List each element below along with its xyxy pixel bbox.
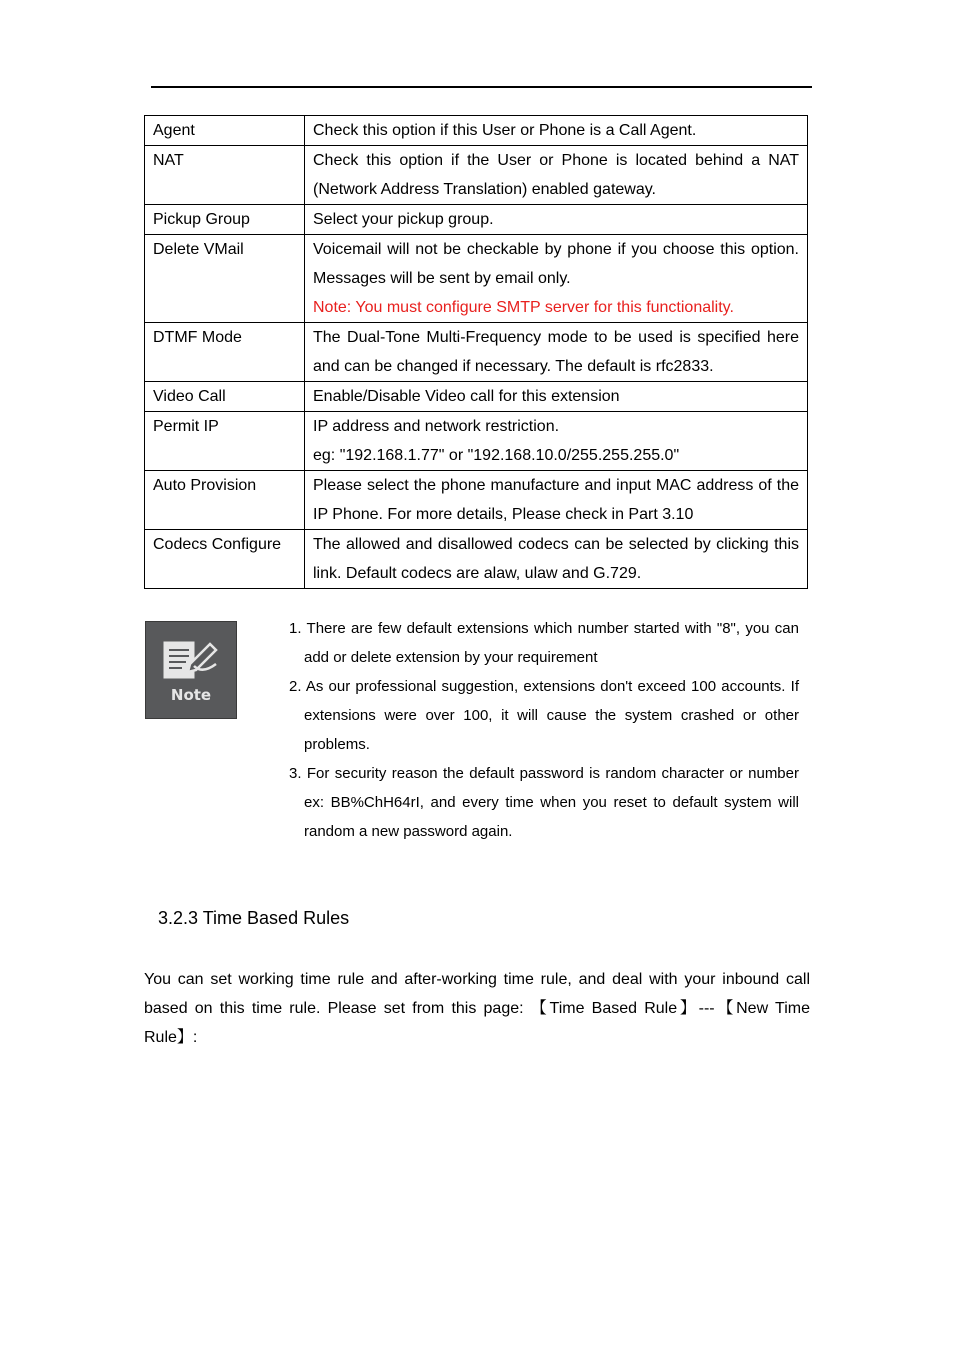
description-text: Voicemail will not be checkable by phone if you choose this option. Messages will be sent by email only. [313, 241, 799, 287]
option-description-cell [305, 146, 808, 205]
table-row [145, 471, 808, 530]
option-name-cell: Pickup Group [145, 205, 305, 235]
option-description-cell [305, 235, 808, 323]
note-pencil-icon [160, 636, 224, 686]
table-row [145, 412, 808, 471]
option-name-cell: Agent [145, 116, 305, 146]
note-item: 2. As our professional suggestion, extensions don't exceed 100 accounts. If extensions were over 100, it will cause the system crashed or other problems. [289, 678, 799, 753]
body-paragraph: You can set working time rule and after-working time rule, and deal with your inbound call based on this time rule. Please set from this page: 【Time Based Rule】---【New Time Rule】: [144, 971, 810, 1046]
table-row [145, 530, 808, 589]
option-description-cell [305, 382, 808, 412]
description-text: eg: "192.168.1.77" or "192.168.10.0/255.255.255.0" [313, 447, 680, 464]
table-row [145, 205, 808, 235]
note-item: 3. For security reason the default password is random character or number ex: BB%ChH64rI, and every time when you reset to default system will random a new password again. [289, 765, 799, 840]
table-row [145, 323, 808, 382]
option-name-cell: Delete VMail [145, 235, 305, 323]
description-text: IP address and network restriction. [313, 418, 560, 435]
option-name-cell: NAT [145, 146, 305, 205]
table-row [145, 382, 808, 412]
note-icon-label: Note [170, 686, 212, 704]
table-row [145, 116, 808, 146]
note-list [289, 614, 799, 846]
option-name-cell: Video Call [145, 382, 305, 412]
option-name-cell: Permit IP [145, 412, 305, 471]
description-text: The Dual-Tone Multi-Frequency mode to be used is specified here and can be changed if necessary. The default is rfc2833. [313, 329, 799, 375]
table-row [145, 235, 808, 323]
table-row [145, 146, 808, 205]
option-name-cell: Auto Provision [145, 471, 305, 530]
note-icon [145, 621, 237, 719]
description-text: Select your pickup group. [313, 211, 494, 228]
option-description-cell [305, 323, 808, 382]
description-text: The allowed and disallowed codecs can be selected by clicking this link. Default codecs are alaw, ulaw and G.729. [313, 536, 799, 582]
description-text: Check this option if the User or Phone is located behind a NAT (Network Address Translation) enabled gateway. [313, 152, 799, 198]
option-name-cell: DTMF Mode [145, 323, 305, 382]
option-description-cell [305, 530, 808, 589]
option-description-cell [305, 116, 808, 146]
description-text: Check this option if this User or Phone is a Call Agent. [313, 122, 697, 139]
note-item: 1. There are few default extensions which number started with "8", you can add or delete extension by your requirement [289, 620, 799, 666]
description-text: Please select the phone manufacture and input MAC address of the IP Phone. For more details, Please check in Part 3.10 [313, 477, 799, 523]
option-name-cell: Codecs Configure [145, 530, 305, 589]
extension-options-table [144, 115, 808, 589]
table-body [145, 116, 808, 589]
option-description-cell [305, 471, 808, 530]
header-rule [151, 86, 812, 88]
section-heading: 3.2.3 Time Based Rules [158, 908, 350, 928]
description-text: Enable/Disable Video call for this extension [313, 388, 620, 405]
option-description-cell [305, 205, 808, 235]
warning-note-text: Note: You must configure SMTP server for this functionality. [313, 299, 734, 316]
option-description-cell [305, 412, 808, 471]
